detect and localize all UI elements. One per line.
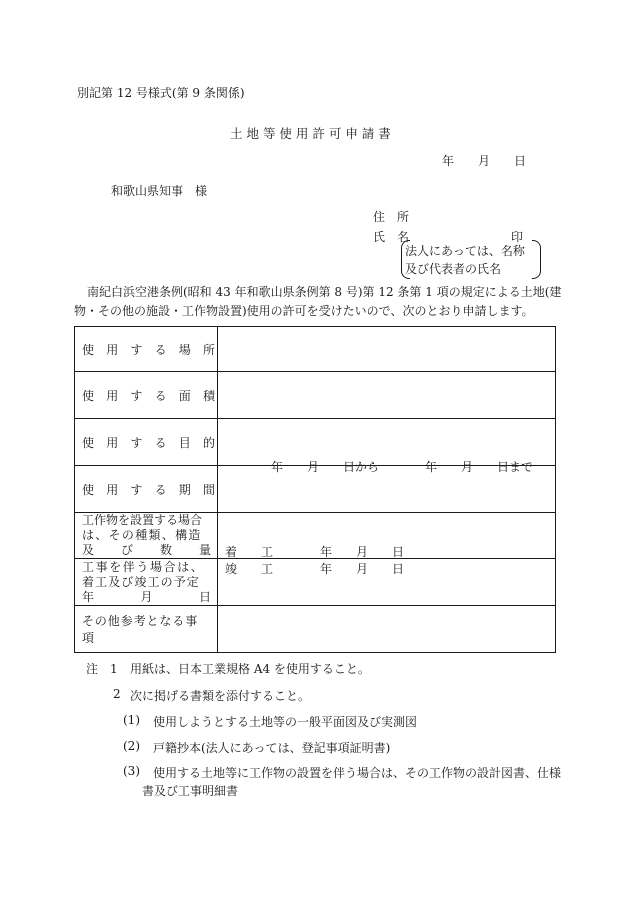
- row-area: [75, 372, 556, 419]
- date-day: 日: [514, 154, 527, 168]
- note-1-text: 用紙は、日本工業規格 A4 を使用すること。: [130, 662, 370, 676]
- corporate-note-line-1: 法人にあっては、名称: [405, 244, 525, 258]
- structure-label-line-1: 工作物を設置する場合: [82, 513, 203, 527]
- date-month: 月: [478, 154, 491, 168]
- row-construction: [75, 559, 556, 606]
- intro-line-2: 物・その他の施設・工作物設置)使用の許可を受けたいので、次のとおり申請します。: [74, 304, 534, 318]
- construction-label-line-1: 工事を伴う場合は、: [82, 559, 205, 574]
- bracket-right: [532, 240, 541, 279]
- construction-label: [82, 560, 210, 605]
- label-cell: [75, 419, 218, 466]
- application-table: [74, 326, 556, 653]
- construction-label-line-3: 年 月 日: [82, 589, 211, 604]
- date-year: 年: [442, 154, 455, 168]
- construction-start-label: 着 工: [225, 545, 274, 559]
- period-to-day: 日まで: [497, 460, 534, 474]
- other-field[interactable]: [218, 606, 556, 653]
- period-field[interactable]: [218, 460, 556, 513]
- place-label: 使 用 す る 場 所: [82, 342, 215, 357]
- seal-mark: 印: [511, 230, 524, 244]
- row-place: [75, 327, 556, 372]
- note-sub-2-prefix: (2): [123, 739, 140, 753]
- structure-label: [82, 513, 210, 558]
- construction-end-day: 日: [392, 562, 405, 576]
- note-sub-3-prefix: (3): [123, 764, 140, 778]
- period-from-year: 年: [271, 460, 284, 474]
- note-2-text: 次に掲げる書類を添付すること。: [130, 689, 311, 703]
- form-number: 別記第 12 号様式(第 9 条関係): [77, 86, 245, 100]
- structure-label-line-3: 及 び 数 量: [82, 543, 211, 557]
- purpose-label: 使 用 す る 目 的: [82, 435, 215, 450]
- corporate-note-line-2: 及び代表者の氏名: [405, 262, 502, 276]
- note-sub-3-text-2: 書及び工事明細書: [142, 784, 239, 798]
- area-field[interactable]: [218, 372, 556, 419]
- label-cell: [75, 327, 218, 372]
- period-to-month: 月: [461, 460, 474, 474]
- structure-label-line-2: は、その種類、構造: [82, 528, 202, 542]
- construction-start-month: 月: [356, 545, 369, 559]
- construction-label-line-2: 着工及び竣工の予定: [82, 574, 200, 589]
- label-cell: [75, 606, 218, 653]
- addressee: 和歌山県知事 様: [111, 184, 208, 198]
- row-structure: [75, 513, 556, 559]
- address-label: 住 所: [373, 210, 410, 224]
- note-sub-3-text-1: 使用する土地等に工作物の設置を伴う場合は、その工作物の設計図書、仕様: [153, 766, 562, 780]
- note-sub-1-text: 使用しようとする土地等の一般平面図及び実測図: [153, 715, 418, 729]
- row-period: [75, 466, 556, 513]
- area-label: 使 用 す る 面 積: [82, 388, 215, 403]
- period-to-year: 年: [425, 460, 438, 474]
- page-title: 土 地 等 使 用 許 可 申 請 書: [230, 126, 391, 141]
- period-from-day: 日から: [343, 460, 380, 474]
- period-from-month: 月: [307, 460, 320, 474]
- row-other: [75, 606, 556, 653]
- note-sub-2-text: 戸籍抄本(法人にあっては、登記事項証明書): [153, 741, 391, 755]
- note-1-prefix: 注 1: [86, 662, 118, 676]
- other-label: その他参考となる事項: [82, 614, 199, 645]
- construction-end-year: 年: [320, 562, 333, 576]
- construction-end-label: 竣 工: [225, 562, 274, 576]
- note-2-prefix: 2: [113, 687, 121, 701]
- label-cell: [75, 513, 218, 559]
- name-label: 氏 名: [373, 230, 410, 244]
- label-cell: [75, 372, 218, 419]
- note-sub-1-prefix: (1): [123, 713, 140, 727]
- construction-start-day: 日: [392, 545, 405, 559]
- construction-start-year: 年: [320, 545, 333, 559]
- place-field[interactable]: [218, 327, 556, 372]
- construction-end-month: 月: [356, 562, 369, 576]
- label-cell: [75, 466, 218, 513]
- label-cell: [75, 559, 218, 606]
- construction-field[interactable]: [218, 545, 556, 606]
- period-label: 使 用 す る 期 間: [82, 482, 215, 497]
- intro-line-1: 南紀白浜空港条例(昭和 43 年和歌山県条例第 8 号)第 12 条第 1 項の規定による土地(建: [87, 285, 562, 299]
